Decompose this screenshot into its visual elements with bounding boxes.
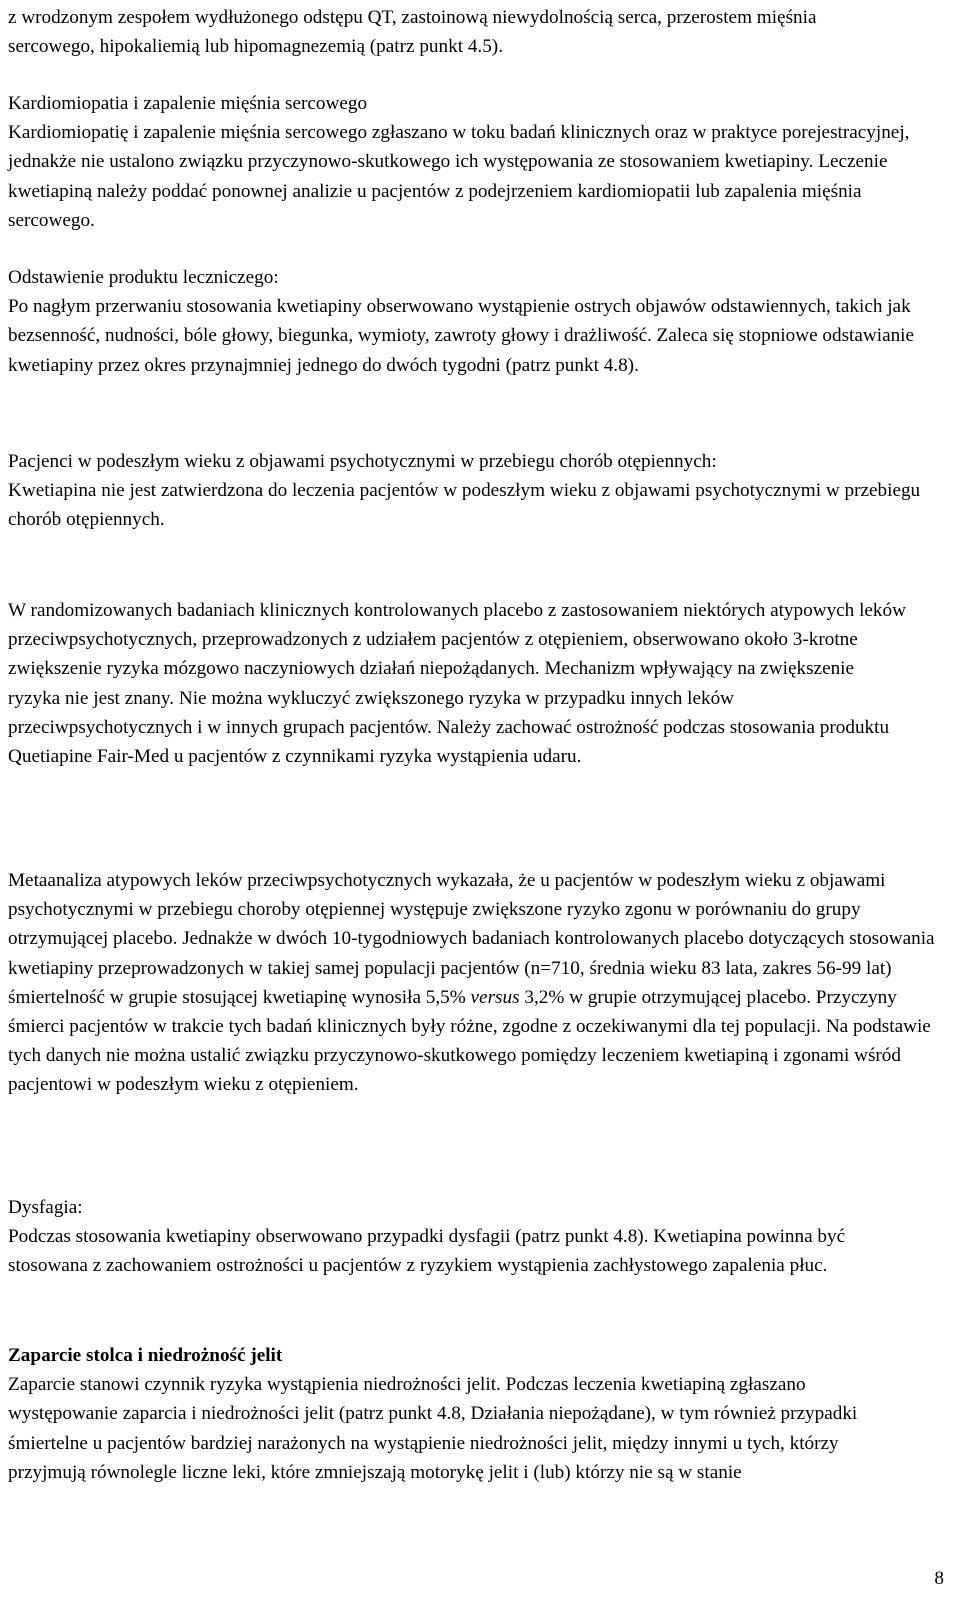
section-heading-dysphagia: Dysfagia: — [8, 1197, 83, 1218]
section-dysphagia — [8, 1193, 884, 1281]
section-heading-withdrawal: Odstawienie produktu leczniczego: — [8, 267, 279, 288]
italic-term: versus — [470, 986, 520, 1008]
section-withdrawal — [8, 263, 944, 380]
section-heading-cardiomyopathy: Kardiomiopatia i zapalenie mięśnia sercowego — [8, 93, 368, 114]
paragraph-text — [8, 866, 944, 1100]
section-cardiomyopathy — [8, 89, 944, 235]
intro-text: z wrodzonym zespołem wydłużonego odstępu QT, zastoinową niewydolnością serca, przerostem mięśnia sercowego, hipokaliemią lub hipomagnezemią (patrz punkt 4.5). — [8, 7, 817, 58]
section-text-dysphagia: Podczas stosowania kwetiapiny obserwowano przypadki dysfagii (patrz punkt 4.8). Kwetiapina powinna być stosowana z zachowaniem ostrożności u pacjentów z ryzykiem wystąpienia zachłystowego zapalenia płuc. — [8, 1226, 846, 1277]
paragraph-meta-analysis — [8, 866, 944, 1100]
paragraph-text: W randomizowanych badaniach klinicznych kontrolowanych placebo z zastosowaniem niektórych atypowych leków przeciwpsychotycznych, przeprowadzonych z udziałem pacjentów z otępieniem, obserwowano około 3-krotne zwiększenie ryzyka mózgowo naczyniowych działań niepożądanych. Mechanizm wpływający na zwiększenie ryzyka nie jest znany. Nie można wykluczyć zwiększonego ryzyka w przypadku innych leków przeciwpsychotycznych i w innych grupach pacjentów. Należy zachować ostrożność podczas stosowania produktu Quetiapine Fair-Med u pacjentów z czynnikami ryzyka wystąpienia udaru. — [8, 600, 906, 768]
page-number: 8 — [934, 1568, 944, 1589]
intro-paragraph — [8, 3, 898, 61]
section-text-constipation: Zaparcie stanowi czynnik ryzyka wystąpienia niedrożności jelit. Podczas leczenia kwetiapiną zgłaszano występowanie zaparcia i niedrożności jelit (patrz punkt 4.8, Działania niepożądane), w tym również przypadki śmiertelne u pacjentów bardziej narażonych na wystąpienie niedrożności jelit, między innymi u tych, którzy przyjmują równolegle liczne leki, które zmniejszają motorykę jelit i (lub) którzy nie są w stanie — [8, 1374, 858, 1483]
text-run: Metaanaliza atypowych leków przeciwpsychotycznych wykazała, że u pacjentów w podeszłym wieku z objawami psychotycznymi w przebiegu choroby otępiennej występuje zwiększone ryzyko zgonu w porównaniu do grupy otrzymującej placebo. Jednakże w dwóch 10-tygodniowych badaniach kontrolowanych placebo dotyczących stosowania kwetiapiny przeprowadzonych w takiej samej populacji pacjentów (n=710, średnia wieku 83 lata, zakres 56-99 lat) śmiertelność w grupie stosującej kwetiapinę wynosiła 5,5% — [8, 870, 935, 1008]
text-run: 3,2% w grupie otrzymującej placebo. Przyczyny śmierci pacjentów w trakcie tych badań klinicznych były różne, zgodne z oczekiwanymi dla tej populacji. Na podstawie tych danych nie można ustalić związku przyczynowo-skutkowego pomiędzy leczeniem kwetiapiną i zgonami wśród pacjentowi w podeszłym wieku z otępieniem. — [8, 986, 931, 1096]
section-text-withdrawal: Po nagłym przerwaniu stosowania kwetiapiny obserwowano wystąpienie ostrych objawów odstawiennych, takich jak bezsenność, nudności, bóle głowy, biegunka, wymioty, zawroty głowy i drażliwość. Zaleca się stopniowe odstawianie kwetiapiny przez okres przynajmniej jednego do dwóch tygodni (patrz punkt 4.8). — [8, 296, 915, 376]
section-elderly — [8, 447, 944, 535]
section-text-cardiomyopathy: Kardiomiopatię i zapalenie mięśnia sercowego zgłaszano w toku badań klinicznych oraz w praktyce porejestracyjnej, jednakże nie ustalono związku przyczynowo-skutkowego ich występowania ze stosowaniem kwetiapiny. Leczenie kwetiapiną należy poddać ponownej analizie u pacjentów z podejrzeniem kardiomiopatii lub zapalenia mięśnia sercowego. — [8, 122, 910, 231]
section-heading-elderly: Pacjenci w podeszłym wieku z objawami psychotycznymi w przebiegu chorób otępiennych: — [8, 451, 717, 472]
section-constipation — [8, 1341, 908, 1487]
section-heading-constipation: Zaparcie stolca i niedrożność jelit — [8, 1345, 283, 1366]
section-text-elderly: Kwetiapina nie jest zatwierdzona do leczenia pacjentów w podeszłym wieku z objawami psychotycznymi w przebiegu chorób otępiennych. — [8, 480, 921, 531]
paragraph-stroke-risk — [8, 596, 908, 771]
